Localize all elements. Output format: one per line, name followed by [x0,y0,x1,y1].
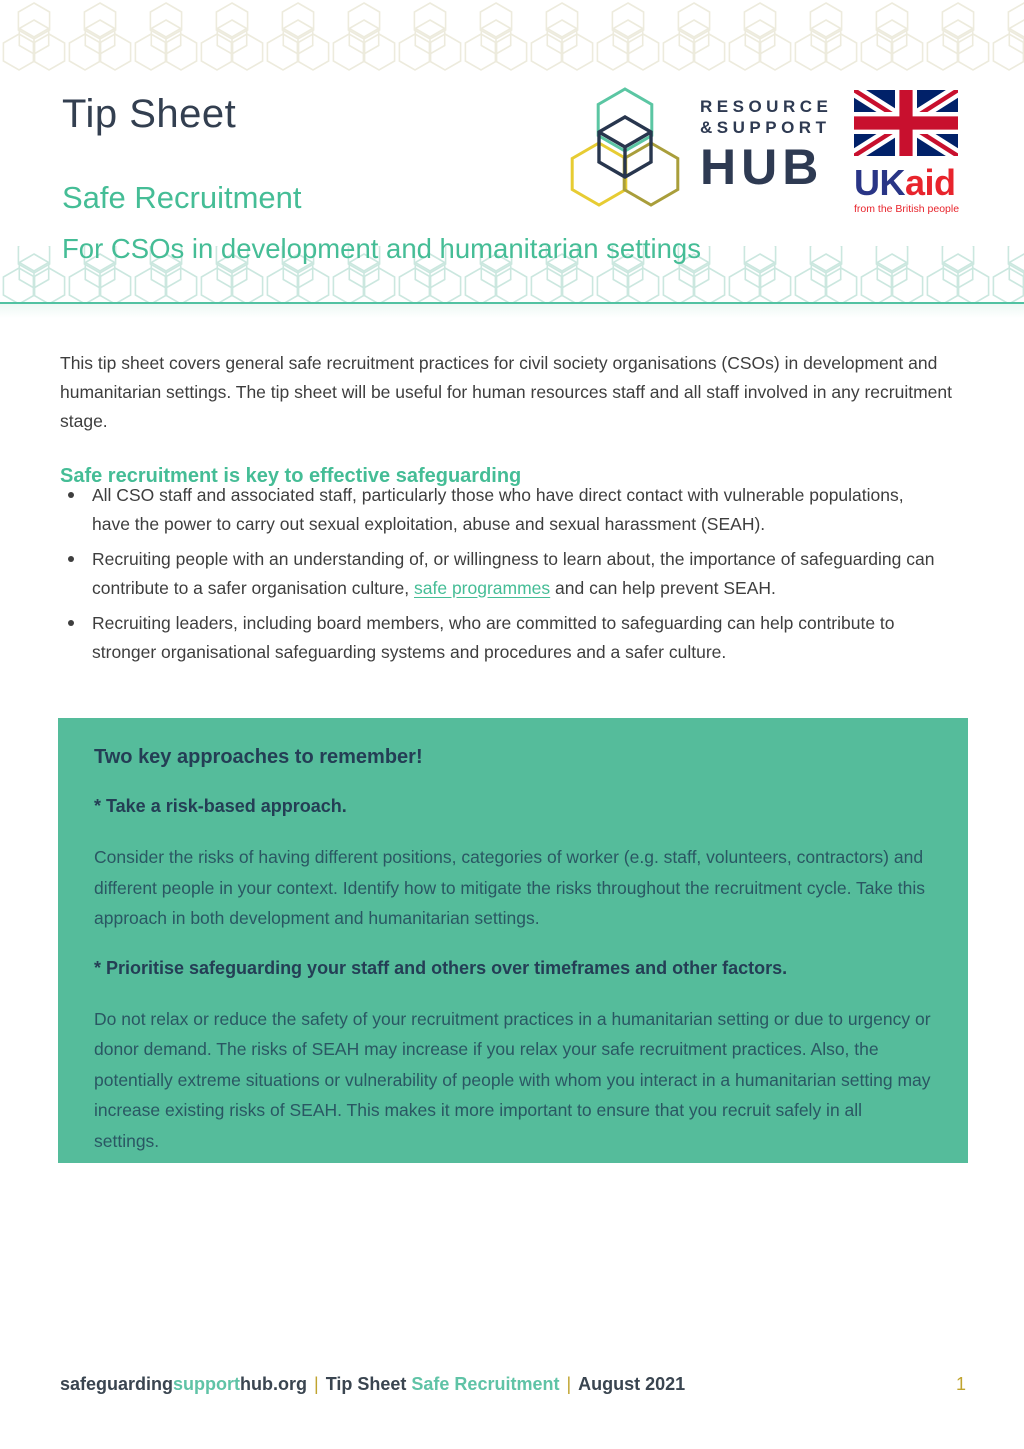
rsh-logo [566,84,832,218]
rsh-hexagon-cube-icon [566,84,684,218]
union-jack-flag-icon [854,90,958,156]
intro-paragraph: This tip sheet covers general safe recruitment practices for civil society organisations (CSOs) in development and humanitarian settings. The tip sheet will be useful for human resources staff and all staff involved in any recruitment stage. [60,352,953,431]
footer-site-part1: safeguarding [60,1374,174,1394]
page-number: 1 [955,1374,966,1394]
callout-title: Two key approaches to remember! [94,746,423,768]
bullet-text-before-link: Recruiting people with an understanding of, or willingness to learn about, the importance of safeguarding can contribute to a safer organisation culture, [92,549,935,598]
rsh-logo-line2: &SUPPORT [700,118,831,137]
list-item [62,481,942,538]
bullet-text: Recruiting leaders, including board members, who are committed to safeguarding can help contribute to stronger organisational safeguarding systems and procedures and a safer culture. [92,613,895,662]
list-item [62,609,942,666]
bullet-list [62,481,942,673]
rsh-logo-line1: RESOURCE [700,97,833,116]
footer-site-part3: hub.org [240,1374,308,1394]
footer-date: August 2021 [578,1374,686,1394]
bullet-text: All CSO staff and associated staff, particularly those who have direct contact with vulnerable populations, have the power to carry out sexual exploitation, abuse and sexual harassment (SEAH). [92,485,904,534]
callout-point1-body: Consider the risks of having different positions, categories of worker (e.g. staff, volunteers, contractors) and different people in your context. Identify how to mitigate the risks throughout the recruitment cycle. Take this approach in both development and humanitarian settings. [94,847,926,928]
page-title: Safe Recruitment [62,180,302,215]
ukaid-uk-text: UK [854,162,905,203]
key-approaches-callout-box [58,718,968,1163]
footer-left [60,1374,685,1395]
ukaid-logo [854,90,964,215]
bullet-text-after-link: and can help prevent SEAH. [550,577,776,598]
ukaid-wordmark [854,164,964,202]
list-item [62,545,942,602]
callout-point2-heading: * Prioritise safeguarding your staff and others over timeframes and other factors. [94,957,788,978]
header-divider-line [0,302,1024,304]
page-footer [60,1374,966,1395]
callout-point1-heading: * Take a risk-based approach. [94,796,347,816]
footer-separator: | [566,1374,572,1394]
doc-type-title: Tip Sheet [62,92,237,136]
rsh-logo-hub: HUB [700,139,824,195]
ukaid-aid-text: aid [905,162,956,203]
page-subtitle: For CSOs in development and humanitarian settings [62,233,701,264]
footer-doc-title: Safe Recruitment [411,1374,560,1394]
footer-separator: | [314,1374,319,1394]
callout-point2-body: Do not relax or reduce the safety of your recruitment practices in a humanitarian setting or due to urgency or donor demand. The risks of SEAH may increase if you relax your safe recruitment practices. Also, the potentially extreme situations or vulnerability of people with whom you interact in a humanitarian setting may increase existing risks of SEAH. This makes it more important to ensure that you recruit safely in all settings. [94,1008,931,1151]
header-divider-glow [0,304,1024,318]
safe-programmes-link[interactable]: safe programmes [414,577,551,598]
section-heading: Safe recruitment is key to effective safeguarding [60,464,522,487]
footer-doc-label: Tip Sheet [325,1374,407,1394]
footer-site-part2: support [173,1374,241,1394]
ukaid-tagline: from the British people [854,203,960,215]
top-hexagon-pattern-band [0,0,1024,76]
rsh-logo-text [700,84,832,193]
